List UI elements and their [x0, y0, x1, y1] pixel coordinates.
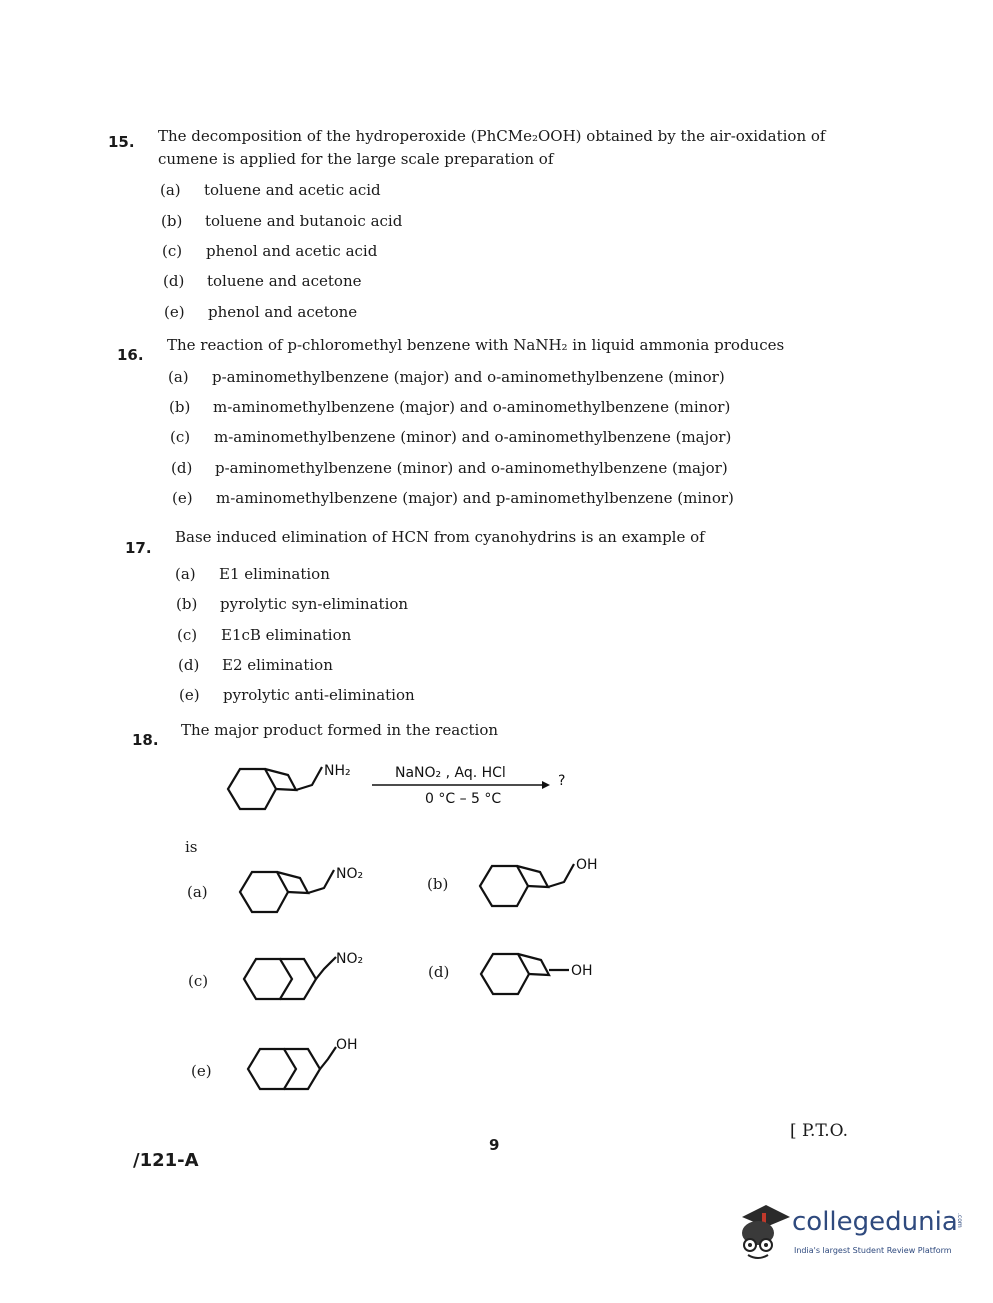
question-text: The reaction of p-chloromethyl benzene with NaNH₂ in liquid ammonia produces — [167, 336, 785, 354]
option-text: phenol and acetone — [208, 303, 358, 321]
logo-tagline: India's largest Student Review Platform — [794, 1246, 952, 1255]
option-label: (c) — [188, 972, 209, 990]
arrow-head — [542, 781, 550, 789]
page-number: 9 — [489, 1136, 500, 1154]
substituent-label: OH — [576, 857, 598, 873]
option-structure-e — [240, 1033, 390, 1093]
reagent-top: NaNO₂ , Aq. HCl — [395, 765, 506, 781]
option-structure-a — [232, 858, 382, 918]
option — [161, 212, 402, 230]
option-text: E1 elimination — [219, 565, 330, 583]
option — [170, 428, 731, 446]
option-text: pyrolytic syn-elimination — [220, 595, 409, 613]
collegedunia-logo — [736, 1195, 966, 1265]
question-text: Base induced elimination of HCN from cyanohydrins is an example of — [175, 528, 705, 546]
option-label: (c) — [162, 242, 183, 260]
option-label: (a) — [160, 181, 181, 199]
option-text: pyrolytic anti-elimination — [223, 686, 415, 704]
option — [160, 181, 381, 199]
option — [179, 686, 415, 704]
question-text-continued: cumene is applied for the large scale preparation of — [158, 150, 554, 168]
pto-label: [ P.T.O. — [790, 1121, 849, 1141]
mascot-icon — [736, 1197, 792, 1261]
option-text: E1cB elimination — [221, 626, 352, 644]
option-text: m-aminomethylbenzene (minor) and o-aminomethylbenzene (major) — [214, 428, 732, 446]
option-text: toluene and acetic acid — [204, 181, 381, 199]
option-structure-d — [473, 940, 623, 1000]
substituent-label: OH — [336, 1037, 358, 1053]
option — [177, 626, 351, 644]
substituent-label: NO₂ — [336, 951, 364, 967]
option-text: p-aminomethylbenzene (major) and o-aminomethylbenzene (minor) — [212, 368, 725, 386]
option — [172, 489, 734, 507]
option — [176, 595, 408, 613]
option-label: (b) — [161, 212, 183, 230]
option — [169, 398, 730, 416]
indane-structure — [481, 954, 569, 994]
option-label: (e) — [179, 686, 200, 704]
option-label: (b) — [176, 595, 198, 613]
naphthalene-structure — [244, 957, 336, 999]
option-label: (d) — [163, 272, 185, 290]
option-label: (e) — [172, 489, 193, 507]
option-text: p-aminomethylbenzene (minor) and o-aminomethylbenzene (major) — [215, 459, 728, 477]
indane-structure — [240, 870, 334, 912]
question-number: 18. — [132, 731, 159, 749]
option-label: (b) — [427, 875, 449, 893]
reactant-substituent: NH₂ — [324, 763, 351, 779]
substituent-label: NO₂ — [336, 866, 364, 882]
question-text: The major product formed in the reaction — [181, 721, 499, 739]
naphthalene-structure — [248, 1047, 336, 1089]
paper-code: /121-A — [133, 1150, 199, 1171]
option-text: toluene and butanoic acid — [205, 212, 403, 230]
question-text: The decomposition of the hydroperoxide (PhCMe₂OOH) obtained by the air-oxidation of — [158, 127, 826, 145]
option-label: (b) — [169, 398, 191, 416]
question-number: 16. — [117, 346, 144, 364]
indane-structure — [228, 767, 322, 809]
option-text: m-aminomethylbenzene (major) and p-aminomethylbenzene (minor) — [216, 489, 734, 507]
option-label: (a) — [168, 368, 189, 386]
option-label: (a) — [187, 883, 208, 901]
option-label: (c) — [177, 626, 198, 644]
option — [175, 565, 330, 583]
option-label: (c) — [170, 428, 191, 446]
question-number: 15. — [108, 133, 135, 151]
option-label: (a) — [175, 565, 196, 583]
option-structure-b — [472, 852, 622, 912]
indane-structure — [480, 864, 574, 906]
logo-suffix: .com — [956, 1213, 963, 1228]
substituent-label: OH — [571, 963, 593, 979]
option — [171, 459, 728, 477]
option-label: (d) — [171, 459, 193, 477]
product-unknown: ? — [558, 773, 566, 789]
option — [163, 272, 362, 290]
option — [162, 242, 377, 260]
option-text: phenol and acetic acid — [206, 242, 378, 260]
option-label: (d) — [178, 656, 200, 674]
option-text: m-aminomethylbenzene (major) and o-aminomethylbenzene (minor) — [213, 398, 731, 416]
option-label: (e) — [191, 1062, 212, 1080]
option-structure-c — [236, 945, 386, 1005]
option-text: toluene and acetone — [207, 272, 362, 290]
question-number: 17. — [125, 539, 152, 557]
option-label: (e) — [164, 303, 185, 321]
option — [168, 368, 725, 386]
is-label: is — [185, 838, 198, 856]
option — [164, 303, 357, 321]
logo-name: collegedunia — [792, 1207, 958, 1237]
reagent-bottom: 0 °C – 5 °C — [425, 791, 502, 807]
reaction-scheme — [220, 755, 580, 815]
option — [178, 656, 333, 674]
option-label: (d) — [428, 963, 450, 981]
option-text: E2 elimination — [222, 656, 333, 674]
